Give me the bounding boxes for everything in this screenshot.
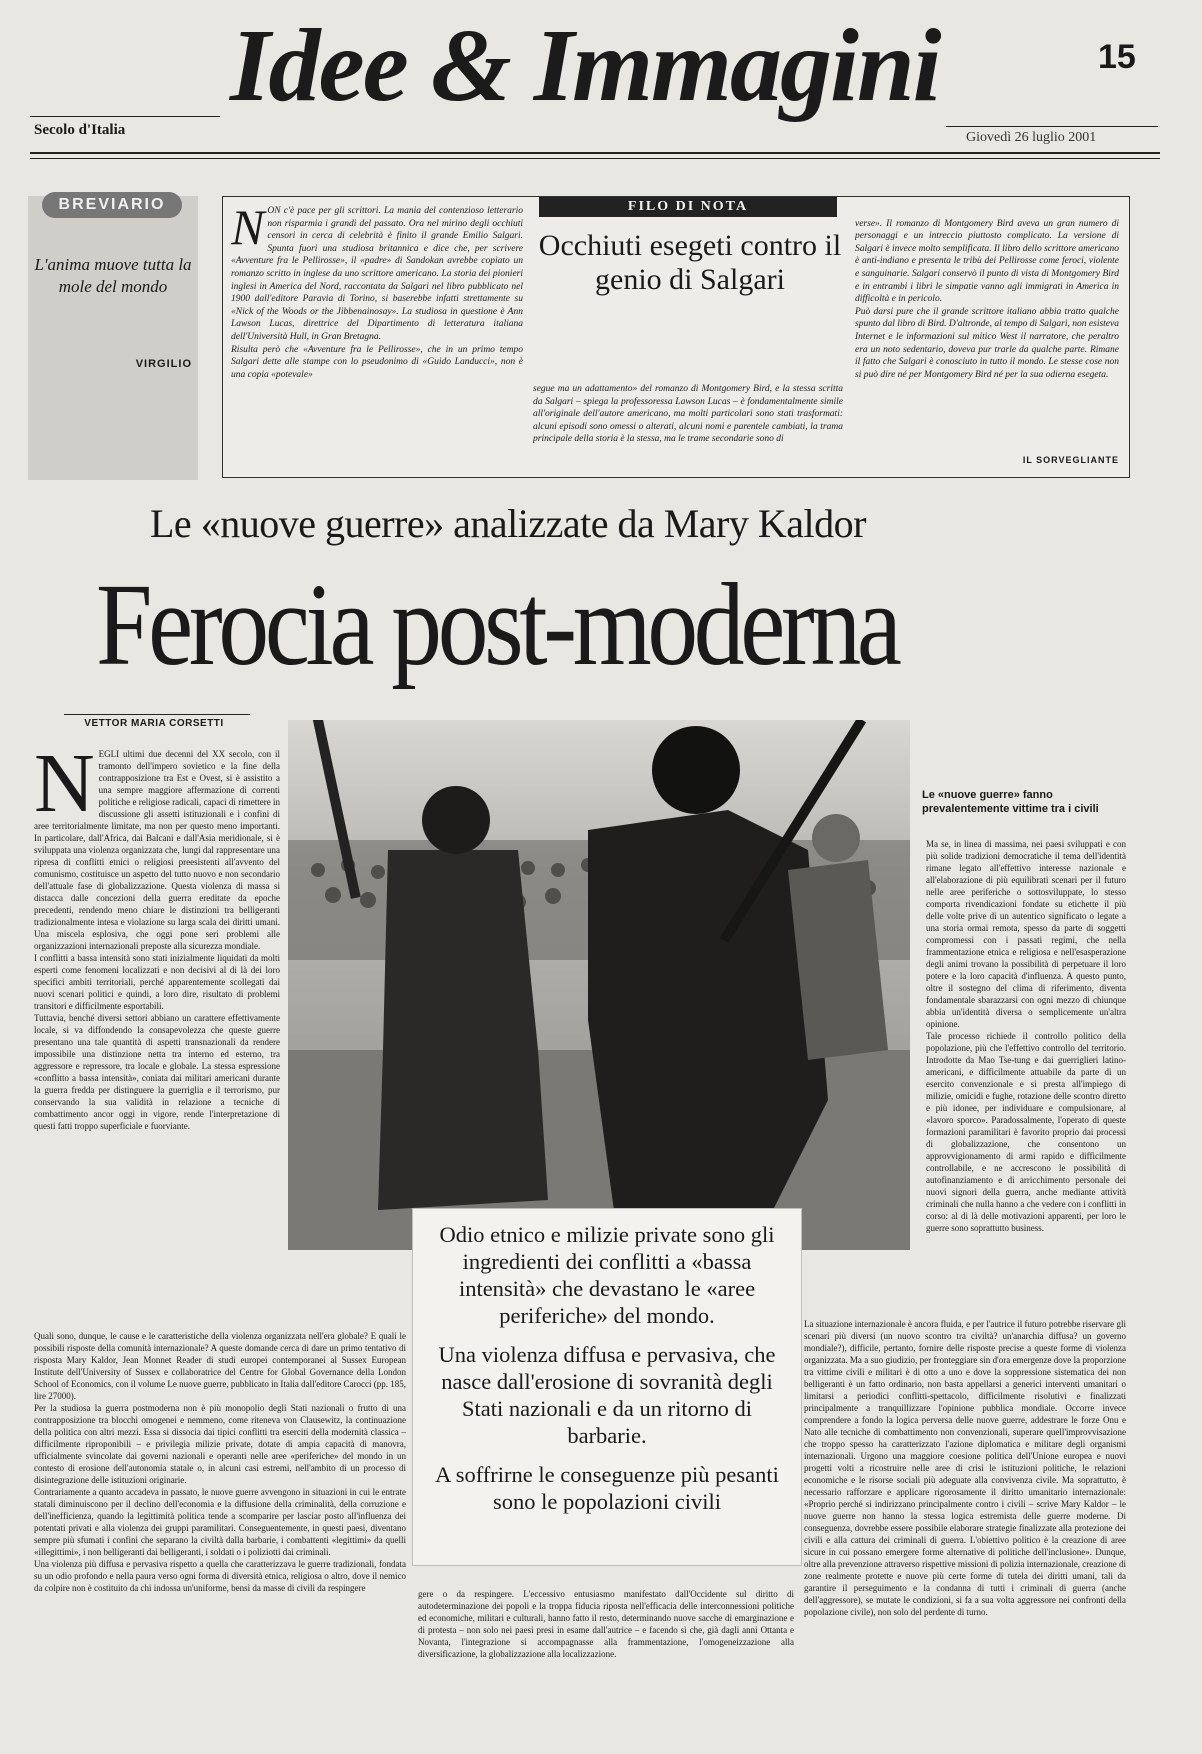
article-col1-top-text: EGLI ultimi due decenni del XX secolo, con il tramonto dell'impero sovietico e la fine della contrapposizione tra Est e Ovest, si è assistito a una sempre maggiore affermazione di correnti politiche e religiose radicali, capaci di rimettere in discussione gli assetti istituzionali e i confini di aree territorialmente limitate, ma non per questo meno importanti. In particolare, dall'Africa, dai Balcani e dall'Asia meridionale, si è sviluppata una violenza organizzata che, lungi dal rappresentare una ripresa di conflitti etnici o religiosi preesistenti all'avvento del comunismo, costituisce un aspetto del tutto nuovo e non secondario dell'attuale fase di globalizzazione. Questa violenza di massa si distacca dalle concezioni della guerra ereditate da epoche precedenti, rendendo meno chiare le distinzioni tra belligeranti tradizionalmente intesa e violazione su larga scala dei diritti umani. Una miscela esplosiva, che oggi pone seri problemi alle organizzazioni internazionali preposte alla sicurezza mondiale. I conflitti a bassa intensità sono stati inizialmente liquidati da molti esperti come fenomeni localizzati e non decisivi al di là dei loro specifici ambiti territoriali, perché apparentemente scollegati dai nuovi scenari politici e quindi, a loro dire, risultato di problemi transitori e difficilmente esportabili. Tuttavia, benché diversi settori abbiano un carattere effettivamente locale, si va diffondendo la consapevolezza che queste guerre presentano una tale quantità di aspetti transnazionali da rendere impossibile una distinzione netta tra interno ed esterno, tra aggressore e repressore, tra locale e globale. La stessa espressione «conflitto a bassa intensità», coniata dai militari americani durante la guerra fredda per distinguere la guerriglia e il terrorismo, pur conservando la sua validità in relazione a tecniche di combattimento ancor oggi in vigore, rende l'interpretazione di questi fatti troppo superficiale e fuorviante.	[34, 749, 280, 1131]
filo-col2-text: segue ma un adattamento» del romanzo di Montgomery Bird, e la stessa scritta da Salgari – spiega la professoressa Lawson Lucas – è fondamentalmente simile all'originale dell'autore americano, ma molti particolari sono stati trasformati: alcuni episodi sono omessi o alterati, alcuni nomi e parentele cambiati, la trama principale della storia è la stessa, ma le trame secondarie sono di	[533, 384, 843, 445]
page-number: 15	[1098, 38, 1136, 76]
filo-di-nota-headline: Occhiuti esegeti contro il genio di Salgari	[538, 229, 842, 296]
filo-dropcap: N	[231, 205, 265, 255]
filo-di-nota-col3	[855, 205, 1119, 451]
article-col-mid-bottom-text: gere o da respingere. L'eccessivo entusiasmo manifestato dall'Occidente sul diritto di autodeterminazione dei popoli e la troppa fiducia riposta nell'efficacia delle interconnessioni politiche ed economiche, militari e culturali, hanno fatto il resto, determinando nuove sacche di emarginazione e di protesta – non solo nei paesi presi in esame dall'autrice – e facendo sì che, già dagli anni Ottanta e Novanta, l'integrazione si accompagnasse alla frammentazione, l'omogeneizzazione alla diversificazione, la globalizzazione alla localizzazione.	[418, 1589, 794, 1659]
filo-di-nota-col2	[533, 383, 843, 469]
article-col3-bottom	[804, 1306, 1126, 1726]
byline-rule	[64, 714, 250, 715]
article-col1-bottom-text: Quali sono, dunque, le cause e le caratteristiche della violenza organizzata nell'era globale? E quali le possibili risposte della comunità internazionale? A queste domande cerca di dare un primo tentativo di risposta Mary Kaldor, Jean Monnet Reader di studi europei contemporanei al Sussex European Institute dell'University of Sussex e collaboratrice del Centre for Global Governance della London School of Economics, con il volume Le nuove guerre, pubblicato in Italia dall'editore Carocci (pp. 185, lire 27000). Per la studiosa la guerra postmoderna non è più monopolio degli Stati nazionali o frutto di una contrapposizione tra blocchi omogenei e nemmeno, come riteneva von Clausewitz, la continuazione della politica con altri mezzi. Essa si dissocia dai tipici conflitti tra eserciti della modernità classica – difficilmente riproponibili – e privilegia milizie private, dotate di ampia capacità di manovra, ufficialmente svincolate dai governi nazionali e operanti nelle aree «periferiche» del mondo in un contesto di erosione dell'autonomia statale o, in alcuni casi estremi, nell'ambito di un processo di disintegrazione delle istituzioni originarie. Contrariamente a quanto accadeva in passato, le nuove guerre avvengono in situazioni in cui le entrate statali diminuiscono per il declino dell'economia e la diffusione della criminalità, della corruzione e dell'inefficienza, quando la legittimità politica tende a scomparire per lasciar posto all'influenza dei potentati privati e alla violenza dei gruppi paramilitari. Conseguentemente, in questi paesi, diventano sempre più sfumati i confini che separano la civiltà dalla barbarie, i combattenti «legittimi» da quelli «illegittimi», i non belligeranti dai belligeranti, i soldati o i poliziotti dai criminali. Una violenza più diffusa e pervasiva rispetto a quella che caratterizzava le guerre tradizionali, fondata su un odio profondo e nella paura verso ogni forma di diversità etnica, religiosa o altro, dove il nemico da colpire non è costituito da chi indossa un'uniforme, bensì da masse di civili da respingere	[34, 1331, 406, 1593]
masthead-rule-right	[946, 126, 1158, 127]
breviario-author: VIRGILIO	[135, 358, 192, 370]
article-col-mid-bottom	[418, 1588, 794, 1728]
pull-quote-part-3: A soffrirne le conseguenze più pesanti sono le popolazioni civili	[435, 1462, 779, 1514]
article-kicker: Le «nuove guerre» analizzate da Mary Kaldor	[150, 501, 866, 546]
pull-quote-part-1: Odio etnico e milizie private sono gli ingredienti dei conflitti a «bassa intensità» che devastano le «aree periferiche» del mondo.	[439, 1222, 775, 1328]
militia-photo-illustration	[288, 720, 910, 1250]
breviario-label: BREVIARIO	[42, 192, 182, 218]
filo-col3-text: verse». Il romanzo di Montgomery Bird aveva un gran numero di personaggi e un intreccio piuttosto complicato. La versione di Salgari è invece molto semplificata. Il libro dello scrittore americano è anti-indiano e presenta le tribù dei Pellirosse come feroci, violente e sanguinarie. Salgari conservò il punto di vista di Montgomery Bird e in entrambi i libri le simpatie vanno agli immigrati in America in difficoltà e in pericolo. Può darsi pure che il grande scrittore italiano abbia tratto qualche spunto dal libro di Bird. D'altronde, al tempo di Salgari, non esisteva Internet e le informazioni sul mitico West il narratore, che peraltro era un noto sedentario, doveva pur trarle da qualche parte. Rimane il fatto che Salgari è conosciuto in tutto il mondo. Le stesse cose non si può dire né per Montgomery Bird né per la sua odierna esegeta.	[855, 218, 1119, 380]
filo-signature: IL SORVEGLIANTE	[1022, 455, 1119, 465]
article-byline: VETTOR MARIA CORSETTI	[84, 718, 224, 729]
filo-di-nota-col1	[231, 205, 523, 467]
masthead-rule-left	[30, 116, 220, 117]
article-dropcap: N	[34, 737, 95, 830]
article-col3-bottom-text: La situazione internazionale è ancora fluida, e per l'autrice il futuro potrebbe riservare gli scenari più diversi (un nuovo scontro tra civiltà? un'anarchia diffusa? un governo mondiale?), difficile, pertanto, fornire delle risposte precise a queste forme di violenza organizzata. Ma a suo giudizio, per fronteggiare sin d'ora emergenze dove la proporzione tra vittime civili e militari è di otto a uno e dove la soppressione sistematica dei non belligeranti è un fatto ordinario, non basta appellarsi a generici interventi umanitari o limitarsi a periodici conflitti-spettacolo, difficilmente risolutivi e finalizzati principalmente a tranquillizzare l'opinione pubblica mondiale. Occorre invece comprendere a fondo la logica perversa delle nuove guerre, addestrare le forze Onu e Nato alle tecniche di combattimento non convenzionali, superare quell'improvvisazione che troppo spesso ha caratterizzato l'azione diplomatica e militare degli organismi internazionali. Urgono una maggiore coesione politica dell'Unione europea e nuovi progetti volti a ricostruire nelle aree di crisi le istituzioni politiche, le relazioni economiche e le risorse sociali più adeguate alla convivenza civile. Ma soprattutto, è necessario rafforzare e applicare rigorosamente il diritto umanitario internazionale: «Proprio perché si indirizzano principalmente contro i civili – scrive Mary Kaldor – le nuove guerre non hanno la stessa logica estremista delle guerre moderne. Di conseguenza, dovrebbe essere possibile elaborare strategie finalizzate alla protezione dei civili e alla cattura dei criminali di guerra. L'obiettivo politico è la creazione di aree sicure in cui possano emergere forme alternative di politiche dell'inclusione». Dunque, oltre alla prevenzione attraverso rispettive missioni di polizia internazionale, creazione di zone realmente protette e nuove più certe forme di tutela dei diritti umani, tali da garantire il perseguimento e la condanna di tutti i criminali di guerra (anche dell'aggressore), se mutate le condizioni, si fa a sua volta aggressore nei confronti della popolazione civile), non solo del perdente di turno.	[804, 1319, 1126, 1617]
paper-name: Secolo d'Italia	[34, 122, 126, 138]
breviario-quote: L'anima muove tutta la mole del mondo	[34, 255, 192, 296]
photo-caption: Le «nuove guerre» fanno prevalentemente vittime tra i civili	[922, 789, 1099, 815]
pull-quote-part-2: Una violenza diffusa e pervasiva, che nasce dall'erosione di sovranità degli Stati nazionali e da un ritorno di barbarie.	[438, 1342, 776, 1448]
article-col3-top-text: Ma se, in linea di massima, nei paesi sviluppati e con più solide tradizioni democratiche il tema dell'identità rimane legato all'effettivo interesse nazionale e all'elaborazione di più equilibrati scenari per il futuro nelle aree periferiche o sottosviluppate, lo stesso comporta rivendicazioni fondate su etichette il più delle volte prive di un autentico significato o legate a una storia ormai remota, spesso da parte di soggetti compromessi con i passati regimi, che nella frammentazione etnica e religiosa e nell'esasperazione degli animi trovano la possibilità di perpetuare il loro potere e la loro capacità d'influenza. A questo punto, oltre il sostegno del clima di riferimento, diventa fondamentale sbarazzarsi con ogni mezzo di chiunque abbia un'identità diversa o semplicemente un'altra opinione. Tale processo richiede il controllo politico della popolazione, più che l'effettivo controllo del territorio. Introdotte da Mao Tse-tung e dai guerriglieri latino-americani, e difficilmente attuabile da parte di un esercito convenzionale e si presta all'impiego di milizie, omicidi e fughe, rotazione delle scontro diretto e più idonee, per individuare e compulsionare, al «lavoro sporco». Paradossalmente, l'operato di queste formazioni paramilitari è favorito proprio dai processi di globalizzazione, che consentono un approvvigionamento di armi rapido e difficilmente controllabile, e ne accrescono le possibilità di autofinanziamento e di arricchimento personale dei nuovi signori della guerra, anche mediante attività criminali che nulla hanno a che vedere con i conflitti in corso: al di là delle motivazioni apparenti, per loro le guerre sono soprattutto business.	[926, 839, 1126, 1233]
filo-di-nota-label: FILO DI NOTA	[539, 197, 837, 217]
pull-quote-box	[412, 1208, 802, 1566]
article-col3-top	[926, 826, 1126, 1308]
breviario-box	[28, 196, 198, 480]
issue-date: Giovedì 26 luglio 2001	[966, 130, 1097, 145]
filo-col1-text: ON c'è pace per gli scrittori. La mania del contenzioso letterario non risparmia i grandi del passato. Ora nel mirino degli occhiuti censori in cerca di celebrità è finito il grande Emilio Salgari. Spunta fuori una studiosa britannica e dice che, per scrivere «Avventure fra le Pellirosse», il «padre» di Sandokan avrebbe copiato un romanzo scritto in inglese da uno scrittore americano. La storia dei pionieri inglesi in America del Nord, raccontata da Salgari nel libro pubblicato nel 1900 dall'editore Paravia di Torino, si baserebbe infatti strettamente su «Nick of the Woods or the Jibbenainosay». La studiosa in questione è Ann Lawson Lucas, direttrice del Dipartimento di letteratura italiana dell'Università Hull, in Gran Bretagna. Risulta però che «Avventure fra le Pellirosse», che in un primo tempo Salgari dette alle stampe con lo pseudonimo di «Guido Landucci», non è una copia «potevale»	[231, 206, 523, 380]
filo-di-nota-box	[222, 196, 1130, 478]
article-photo	[288, 720, 910, 1250]
masthead-double-rule	[30, 152, 1160, 159]
article-headline: Ferocia post-moderna	[96, 559, 898, 690]
section-title: Idee & Immagini	[230, 8, 940, 123]
article-col1-top	[34, 736, 280, 1318]
article-col1-bottom	[34, 1318, 406, 1730]
